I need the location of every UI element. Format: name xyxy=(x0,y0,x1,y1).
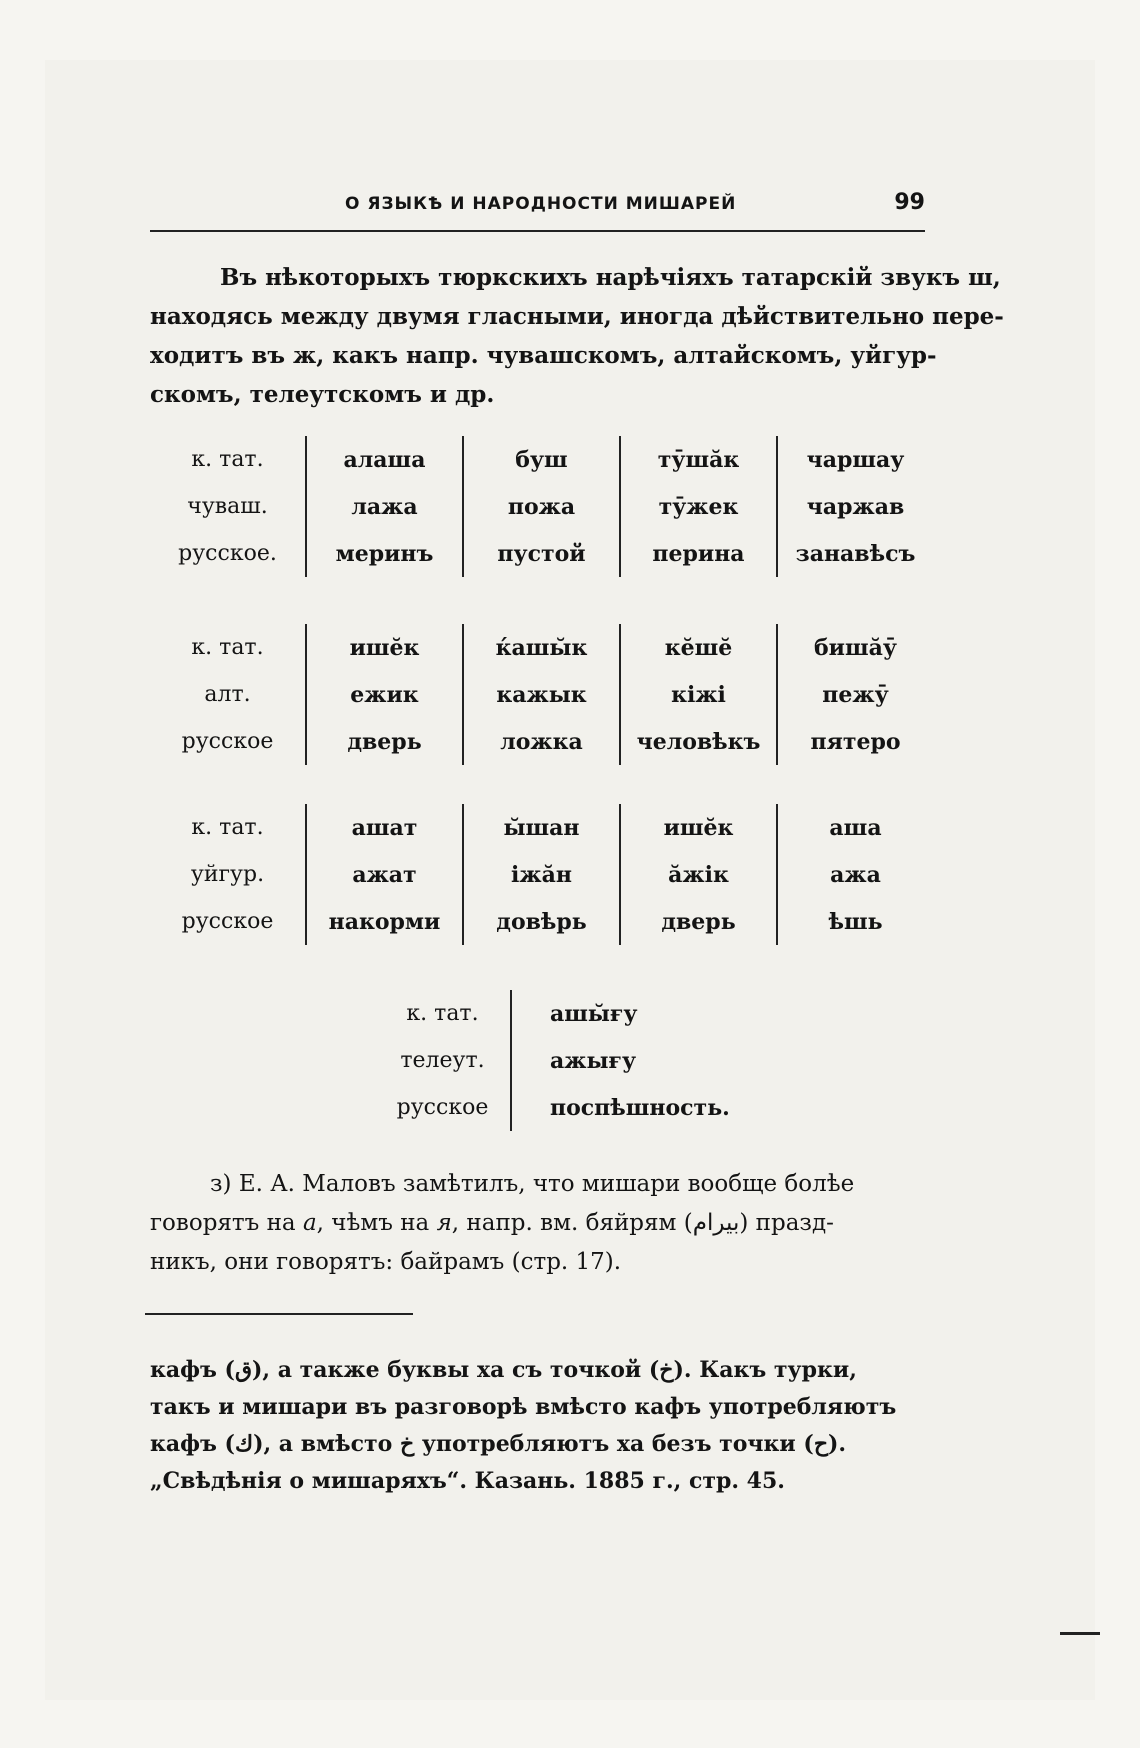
row-label: к. тат. xyxy=(406,1001,479,1026)
table-cell: ажа xyxy=(777,851,933,898)
table-row xyxy=(150,483,933,530)
italic-letter: я xyxy=(436,1210,452,1236)
table-cell: ишӗк xyxy=(306,624,463,671)
table-row xyxy=(150,898,933,945)
table-cell: ӑжік xyxy=(620,851,777,898)
footnote xyxy=(150,1352,925,1500)
table-cell: ишӗк xyxy=(620,804,777,851)
table-cell: кӗшӗ xyxy=(620,624,777,671)
table-row xyxy=(150,804,933,851)
table-cell: ложка xyxy=(463,718,620,765)
table-cell: тӯшӑк xyxy=(620,436,777,483)
table-cell: пустой xyxy=(463,530,620,577)
table-cell: бишӑӯ xyxy=(777,624,933,671)
table-cell: ѣшь xyxy=(777,898,933,945)
table-row xyxy=(150,436,933,483)
row-label: русское xyxy=(181,909,274,934)
italic-letter: а xyxy=(302,1210,317,1236)
chuvash-comparison-table xyxy=(150,436,933,577)
table-row xyxy=(375,990,750,1037)
row-label: русское. xyxy=(178,541,277,566)
table-cell: пожа xyxy=(463,483,620,530)
paragraph-line: з) Е. А. Маловъ замѣтилъ, что мишари вообще болѣе xyxy=(210,1171,855,1197)
text-run: говорятъ на xyxy=(150,1210,296,1236)
intro-line: находясь между двумя гласными, иногда дѣйствительно пере- xyxy=(150,303,1004,330)
text-run: , чѣмъ на xyxy=(316,1210,430,1236)
table-cell: накорми xyxy=(306,898,463,945)
intro-line: ходитъ въ ж, какъ напр. чувашскомъ, алтайскомъ, уйгур- xyxy=(150,342,937,369)
table-cell: тӯжек xyxy=(620,483,777,530)
uyghur-comparison-table xyxy=(150,804,933,945)
table-cell: довѣрь xyxy=(463,898,620,945)
page-number: 99 xyxy=(894,190,925,215)
table-cell: ажат xyxy=(306,851,463,898)
row-label: к. тат. xyxy=(191,815,264,840)
intro-line: скомъ, телеутскомъ и др. xyxy=(150,381,495,408)
table-row xyxy=(375,1037,750,1084)
paragraph-line: никъ, они говорятъ: байрамъ (стр. 17). xyxy=(150,1249,622,1275)
table-cell: ашы̆ғу xyxy=(511,990,750,1037)
table-row xyxy=(150,624,933,671)
table-cell: аша xyxy=(777,804,933,851)
margin-dash xyxy=(1060,1632,1100,1635)
footnote-line: такъ и мишари въ разговорѣ вмѣсто кафъ употребляютъ xyxy=(150,1394,897,1420)
table-cell: ажығу xyxy=(511,1037,750,1084)
row-label: чуваш. xyxy=(187,494,268,519)
text-run: , напр. вм. бяйрям (بیرام) празд- xyxy=(451,1210,834,1236)
table-row xyxy=(150,718,933,765)
footnote-line: кафъ (ق), а также буквы ха съ точкой (خ). Какъ турки, xyxy=(150,1357,857,1383)
table-cell: ќашы̆к xyxy=(463,624,620,671)
row-label: к. тат. xyxy=(191,635,264,660)
footnote-separator xyxy=(145,1313,413,1315)
table-cell: іжӑн xyxy=(463,851,620,898)
table-cell: чаржав xyxy=(777,483,933,530)
table-cell: пятеро xyxy=(777,718,933,765)
table-cell: чаршау xyxy=(777,436,933,483)
row-label: к. тат. xyxy=(191,447,264,472)
table-cell: кажык xyxy=(463,671,620,718)
row-label: уйгур. xyxy=(190,862,265,887)
footnote-line: кафъ (ك), а вмѣсто خ употребляютъ ха безъ точки (ح). xyxy=(150,1431,847,1457)
table-cell: перина xyxy=(620,530,777,577)
footnote-line: „Свѣдѣнія о мишаряхъ“. Казань. 1885 г., стр. 45. xyxy=(150,1468,785,1494)
row-label: алт. xyxy=(204,682,251,707)
table-row xyxy=(150,851,933,898)
running-header xyxy=(150,190,925,232)
row-label: русское xyxy=(396,1095,489,1120)
teleut-comparison-table xyxy=(375,990,750,1131)
table-cell: дверь xyxy=(620,898,777,945)
intro-line: Въ нѣкоторыхъ тюркскихъ нарѣчіяхъ татарскій звукъ ш, xyxy=(220,264,1001,291)
table-cell: меринъ xyxy=(306,530,463,577)
table-row xyxy=(150,671,933,718)
table-row xyxy=(150,530,933,577)
table-cell: кіжі xyxy=(620,671,777,718)
table-cell: ежик xyxy=(306,671,463,718)
table-cell: пежӯ xyxy=(777,671,933,718)
row-label: русское xyxy=(181,729,274,754)
row-label: телеут. xyxy=(400,1048,485,1073)
intro-paragraph xyxy=(150,258,1004,414)
table-cell: занавѣсъ xyxy=(777,530,933,577)
table-row xyxy=(375,1084,750,1131)
table-cell: ашат xyxy=(306,804,463,851)
header-title: О ЯЗЫКѢ И НАРОДНОСТИ МИШАРЕЙ xyxy=(345,194,737,214)
paragraph-line xyxy=(150,1204,925,1243)
table-cell: ы̆шан xyxy=(463,804,620,851)
table-cell: дверь xyxy=(306,718,463,765)
altai-comparison-table xyxy=(150,624,933,765)
malov-paragraph xyxy=(150,1165,925,1282)
table-cell: человѣкъ xyxy=(620,718,777,765)
table-cell: поспѣшность. xyxy=(511,1084,750,1131)
table-cell: алаша xyxy=(306,436,463,483)
table-cell: лажа xyxy=(306,483,463,530)
table-cell: буш xyxy=(463,436,620,483)
